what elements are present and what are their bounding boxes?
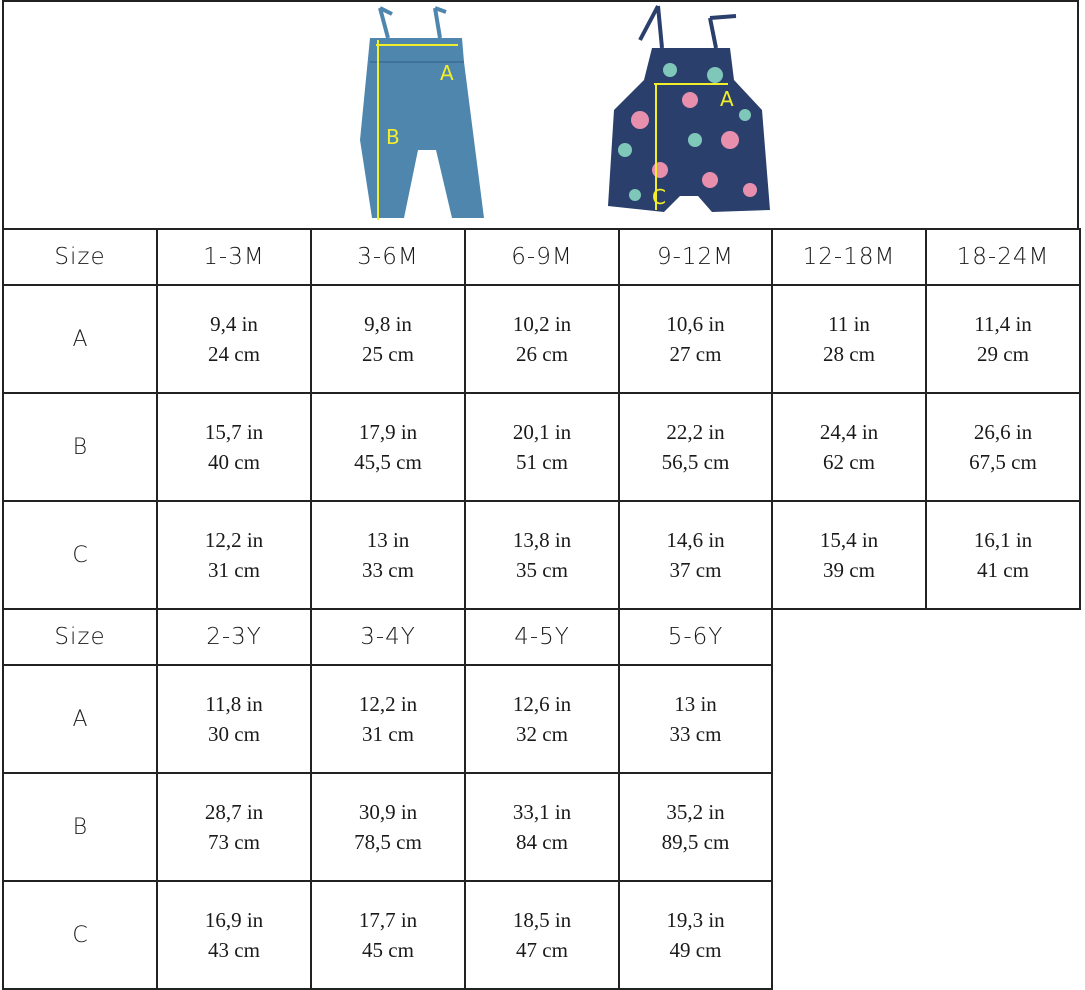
size-column-header: 12-18M [772, 229, 926, 285]
table-row [3, 393, 1080, 501]
size-header: Size [3, 229, 157, 285]
measure-cell: 12,2 in 31 cm [311, 665, 465, 773]
measure-cell: 12,2 in 31 cm [157, 501, 311, 609]
illustration-frame [2, 0, 1079, 228]
size-column-header: 3-6M [311, 229, 465, 285]
measure-cell: 28,7 in 73 cm [157, 773, 311, 881]
measure-label: B [3, 393, 157, 501]
table-row [3, 665, 772, 773]
header-row [3, 609, 772, 665]
label-b: B [386, 125, 400, 149]
size-table-years [2, 608, 773, 990]
measure-cell: 15,4 in 39 cm [772, 501, 926, 609]
jumpsuit-illustration [340, 0, 500, 225]
measure-cell: 17,9 in 45,5 cm [311, 393, 465, 501]
size-column-header: 18-24M [926, 229, 1080, 285]
measure-cell: 11,8 in 30 cm [157, 665, 311, 773]
measure-label: A [3, 285, 157, 393]
size-column-header: 2-3Y [157, 609, 311, 665]
measure-cell: 22,2 in 56,5 cm [619, 393, 772, 501]
measure-cell: 13 in 33 cm [311, 501, 465, 609]
measure-cell: 13,8 in 35 cm [465, 501, 619, 609]
size-table-months [2, 228, 1081, 610]
measure-cell: 16,1 in 41 cm [926, 501, 1080, 609]
measure-cell: 24,4 in 62 cm [772, 393, 926, 501]
measure-cell: 17,7 in 45 cm [311, 881, 465, 989]
measure-cell: 9,8 in 25 cm [311, 285, 465, 393]
measure-cell: 14,6 in 37 cm [619, 501, 772, 609]
table-row [3, 773, 772, 881]
measure-cell: 33,1 in 84 cm [465, 773, 619, 881]
size-column-header: 6-9M [465, 229, 619, 285]
label-a: A [440, 61, 454, 85]
measure-cell: 12,6 in 32 cm [465, 665, 619, 773]
label-c: C [652, 185, 666, 209]
size-column-header: 4-5Y [465, 609, 619, 665]
measure-cell: 11 in 28 cm [772, 285, 926, 393]
size-column-header: 9-12M [619, 229, 772, 285]
measure-cell: 15,7 in 40 cm [157, 393, 311, 501]
measure-label: A [3, 665, 157, 773]
measure-label: B [3, 773, 157, 881]
measure-cell: 11,4 in 29 cm [926, 285, 1080, 393]
measure-cell: 20,1 in 51 cm [465, 393, 619, 501]
header-row [3, 229, 1080, 285]
measure-label: C [3, 501, 157, 609]
table-row [3, 501, 1080, 609]
measure-cell: 16,9 in 43 cm [157, 881, 311, 989]
table-row [3, 881, 772, 989]
measure-cell: 18,5 in 47 cm [465, 881, 619, 989]
measure-cell: 13 in 33 cm [619, 665, 772, 773]
measure-cell: 10,2 in 26 cm [465, 285, 619, 393]
table-row [3, 285, 1080, 393]
romper-illustration [600, 0, 780, 225]
measure-cell: 9,4 in 24 cm [157, 285, 311, 393]
measure-cell: 26,6 in 67,5 cm [926, 393, 1080, 501]
size-column-header: 3-4Y [311, 609, 465, 665]
measure-cell: 10,6 in 27 cm [619, 285, 772, 393]
size-header: Size [3, 609, 157, 665]
measure-label: C [3, 881, 157, 989]
measure-cell: 30,9 in 78,5 cm [311, 773, 465, 881]
measure-cell: 35,2 in 89,5 cm [619, 773, 772, 881]
size-column-header: 5-6Y [619, 609, 772, 665]
size-column-header: 1-3M [157, 229, 311, 285]
label-a: A [720, 87, 734, 111]
measure-cell: 19,3 in 49 cm [619, 881, 772, 989]
